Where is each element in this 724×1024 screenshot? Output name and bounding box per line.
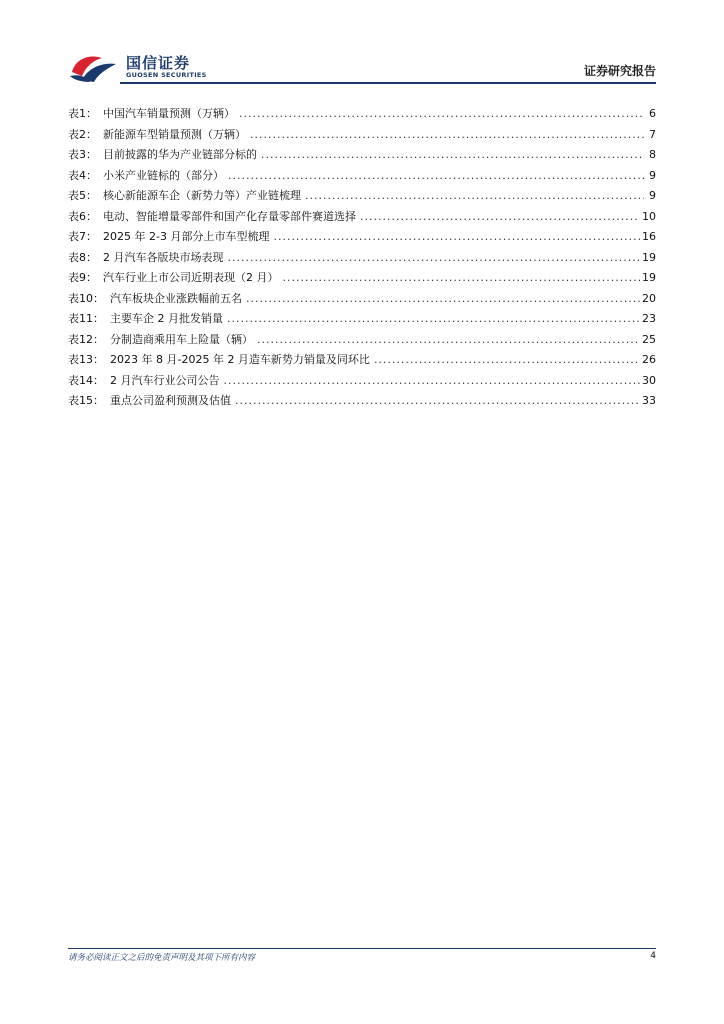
toc-entry-page: 9 — [649, 189, 656, 202]
toc-entry-page: 25 — [642, 332, 656, 346]
guosen-logo-icon — [68, 50, 120, 84]
toc-entry[interactable] — [68, 391, 656, 412]
toc-entry[interactable] — [68, 186, 656, 207]
toc-entry-title: 中国汽车销量预测（万辆） — [103, 107, 235, 120]
toc-entry-title: 2 月汽车各版块市场表现 — [103, 250, 224, 264]
toc-entry-page: 26 — [642, 353, 656, 366]
toc-entry-title: 目前披露的华为产业链部分标的 — [103, 148, 257, 161]
toc-entry[interactable] — [68, 145, 656, 166]
toc-entry-number: 表7： — [68, 230, 97, 243]
toc-entry-title: 小米产业链标的（部分） — [103, 168, 224, 182]
toc-entry[interactable] — [68, 330, 656, 351]
footer-disclaimer: 请务必阅读正文之后的免责声明及其项下所有内容 — [68, 953, 256, 963]
toc-entry-title: 新能源车型销量预测（万辆） — [103, 127, 246, 141]
toc-dot-leader — [250, 125, 644, 146]
toc-dot-leader — [374, 350, 640, 371]
toc-entry-number: 表1： — [68, 107, 97, 120]
toc-entry[interactable] — [68, 207, 656, 228]
toc-dot-leader — [246, 289, 640, 310]
toc-entry-page: 19 — [642, 250, 656, 264]
report-type-label: 证券研究报告 — [583, 64, 656, 78]
toc-entry-number: 表14： — [68, 373, 104, 387]
toc-entry[interactable] — [68, 248, 656, 269]
page-number: 4 — [650, 951, 656, 961]
toc-entry-number: 表6： — [68, 209, 97, 223]
toc-dot-leader — [224, 371, 641, 392]
toc-entry-number: 表8： — [68, 250, 97, 264]
toc-entry-title: 电动、智能增量零部件和国产化存量零部件赛道选择 — [103, 209, 356, 223]
toc-dot-leader — [283, 268, 641, 289]
toc-entry-number: 表13： — [68, 353, 104, 366]
toc-entry[interactable] — [68, 309, 656, 330]
logo-chinese-name: 国信证券 — [126, 54, 191, 72]
toc-entry-number: 表15： — [68, 394, 104, 407]
toc-entry-number: 表10： — [68, 291, 104, 305]
toc-entry-page: 10 — [642, 209, 656, 223]
toc-dot-leader — [273, 227, 640, 248]
toc-entry[interactable] — [68, 371, 656, 392]
header-divider — [120, 82, 656, 84]
toc-entry[interactable] — [68, 268, 656, 289]
toc-entry[interactable] — [68, 227, 656, 248]
toc-dot-leader — [305, 186, 644, 207]
toc-entry-title: 核心新能源车企（新势力等）产业链梳理 — [103, 189, 301, 202]
toc-entry-page: 33 — [642, 394, 656, 407]
toc-entry[interactable] — [68, 350, 656, 371]
footer-divider — [68, 948, 656, 949]
toc-entry-title: 分制造商乘用车上险量（辆） — [110, 332, 253, 346]
toc-entry-number: 表5： — [68, 189, 97, 202]
toc-dot-leader — [228, 248, 641, 269]
toc-entry-page: 19 — [642, 271, 656, 284]
toc-dot-leader — [239, 104, 644, 125]
toc-dot-leader — [261, 145, 644, 166]
toc-entry-title: 汽车行业上市公司近期表现（2 月） — [103, 271, 279, 284]
toc-entry[interactable] — [68, 104, 656, 125]
table-of-tables — [68, 104, 656, 412]
toc-entry-page: 20 — [642, 291, 656, 305]
toc-entry-page: 23 — [642, 312, 656, 325]
toc-entry-title: 汽车板块企业涨跌幅前五名 — [110, 291, 242, 305]
toc-dot-leader — [235, 391, 640, 412]
logo-english-name: GUOSEN SECURITIES — [126, 71, 207, 79]
toc-entry-title: 2 月汽车行业公司公告 — [110, 373, 220, 387]
toc-entry-page: 30 — [642, 373, 656, 387]
toc-entry[interactable] — [68, 289, 656, 310]
toc-entry-title: 2023 年 8 月-2025 年 2 月造车新势力销量及同环比 — [110, 353, 370, 366]
toc-dot-leader — [360, 207, 640, 228]
toc-entry-title: 重点公司盈利预测及估值 — [110, 394, 231, 407]
toc-entry-page: 8 — [649, 148, 656, 161]
toc-entry-number: 表11： — [68, 312, 104, 325]
toc-entry-number: 表12： — [68, 332, 104, 346]
toc-entry-number: 表9： — [68, 271, 97, 284]
toc-dot-leader — [257, 330, 640, 351]
toc-entry-page: 9 — [649, 168, 656, 182]
toc-entry-title: 主要车企 2 月批发销量 — [110, 312, 223, 325]
page-header — [68, 48, 656, 86]
toc-entry-page: 16 — [642, 230, 656, 243]
guosen-logo — [68, 48, 208, 84]
toc-dot-leader — [227, 309, 640, 330]
toc-dot-leader — [228, 166, 644, 187]
toc-entry-number: 表3： — [68, 148, 97, 161]
toc-entry-page: 6 — [649, 107, 656, 120]
toc-entry-number: 表4： — [68, 168, 97, 182]
toc-entry[interactable] — [68, 125, 656, 146]
toc-entry[interactable] — [68, 166, 656, 187]
toc-entry-number: 表2： — [68, 127, 97, 141]
toc-entry-page: 7 — [649, 127, 656, 141]
toc-entry-title: 2025 年 2-3 月部分上市车型梳理 — [103, 230, 270, 243]
